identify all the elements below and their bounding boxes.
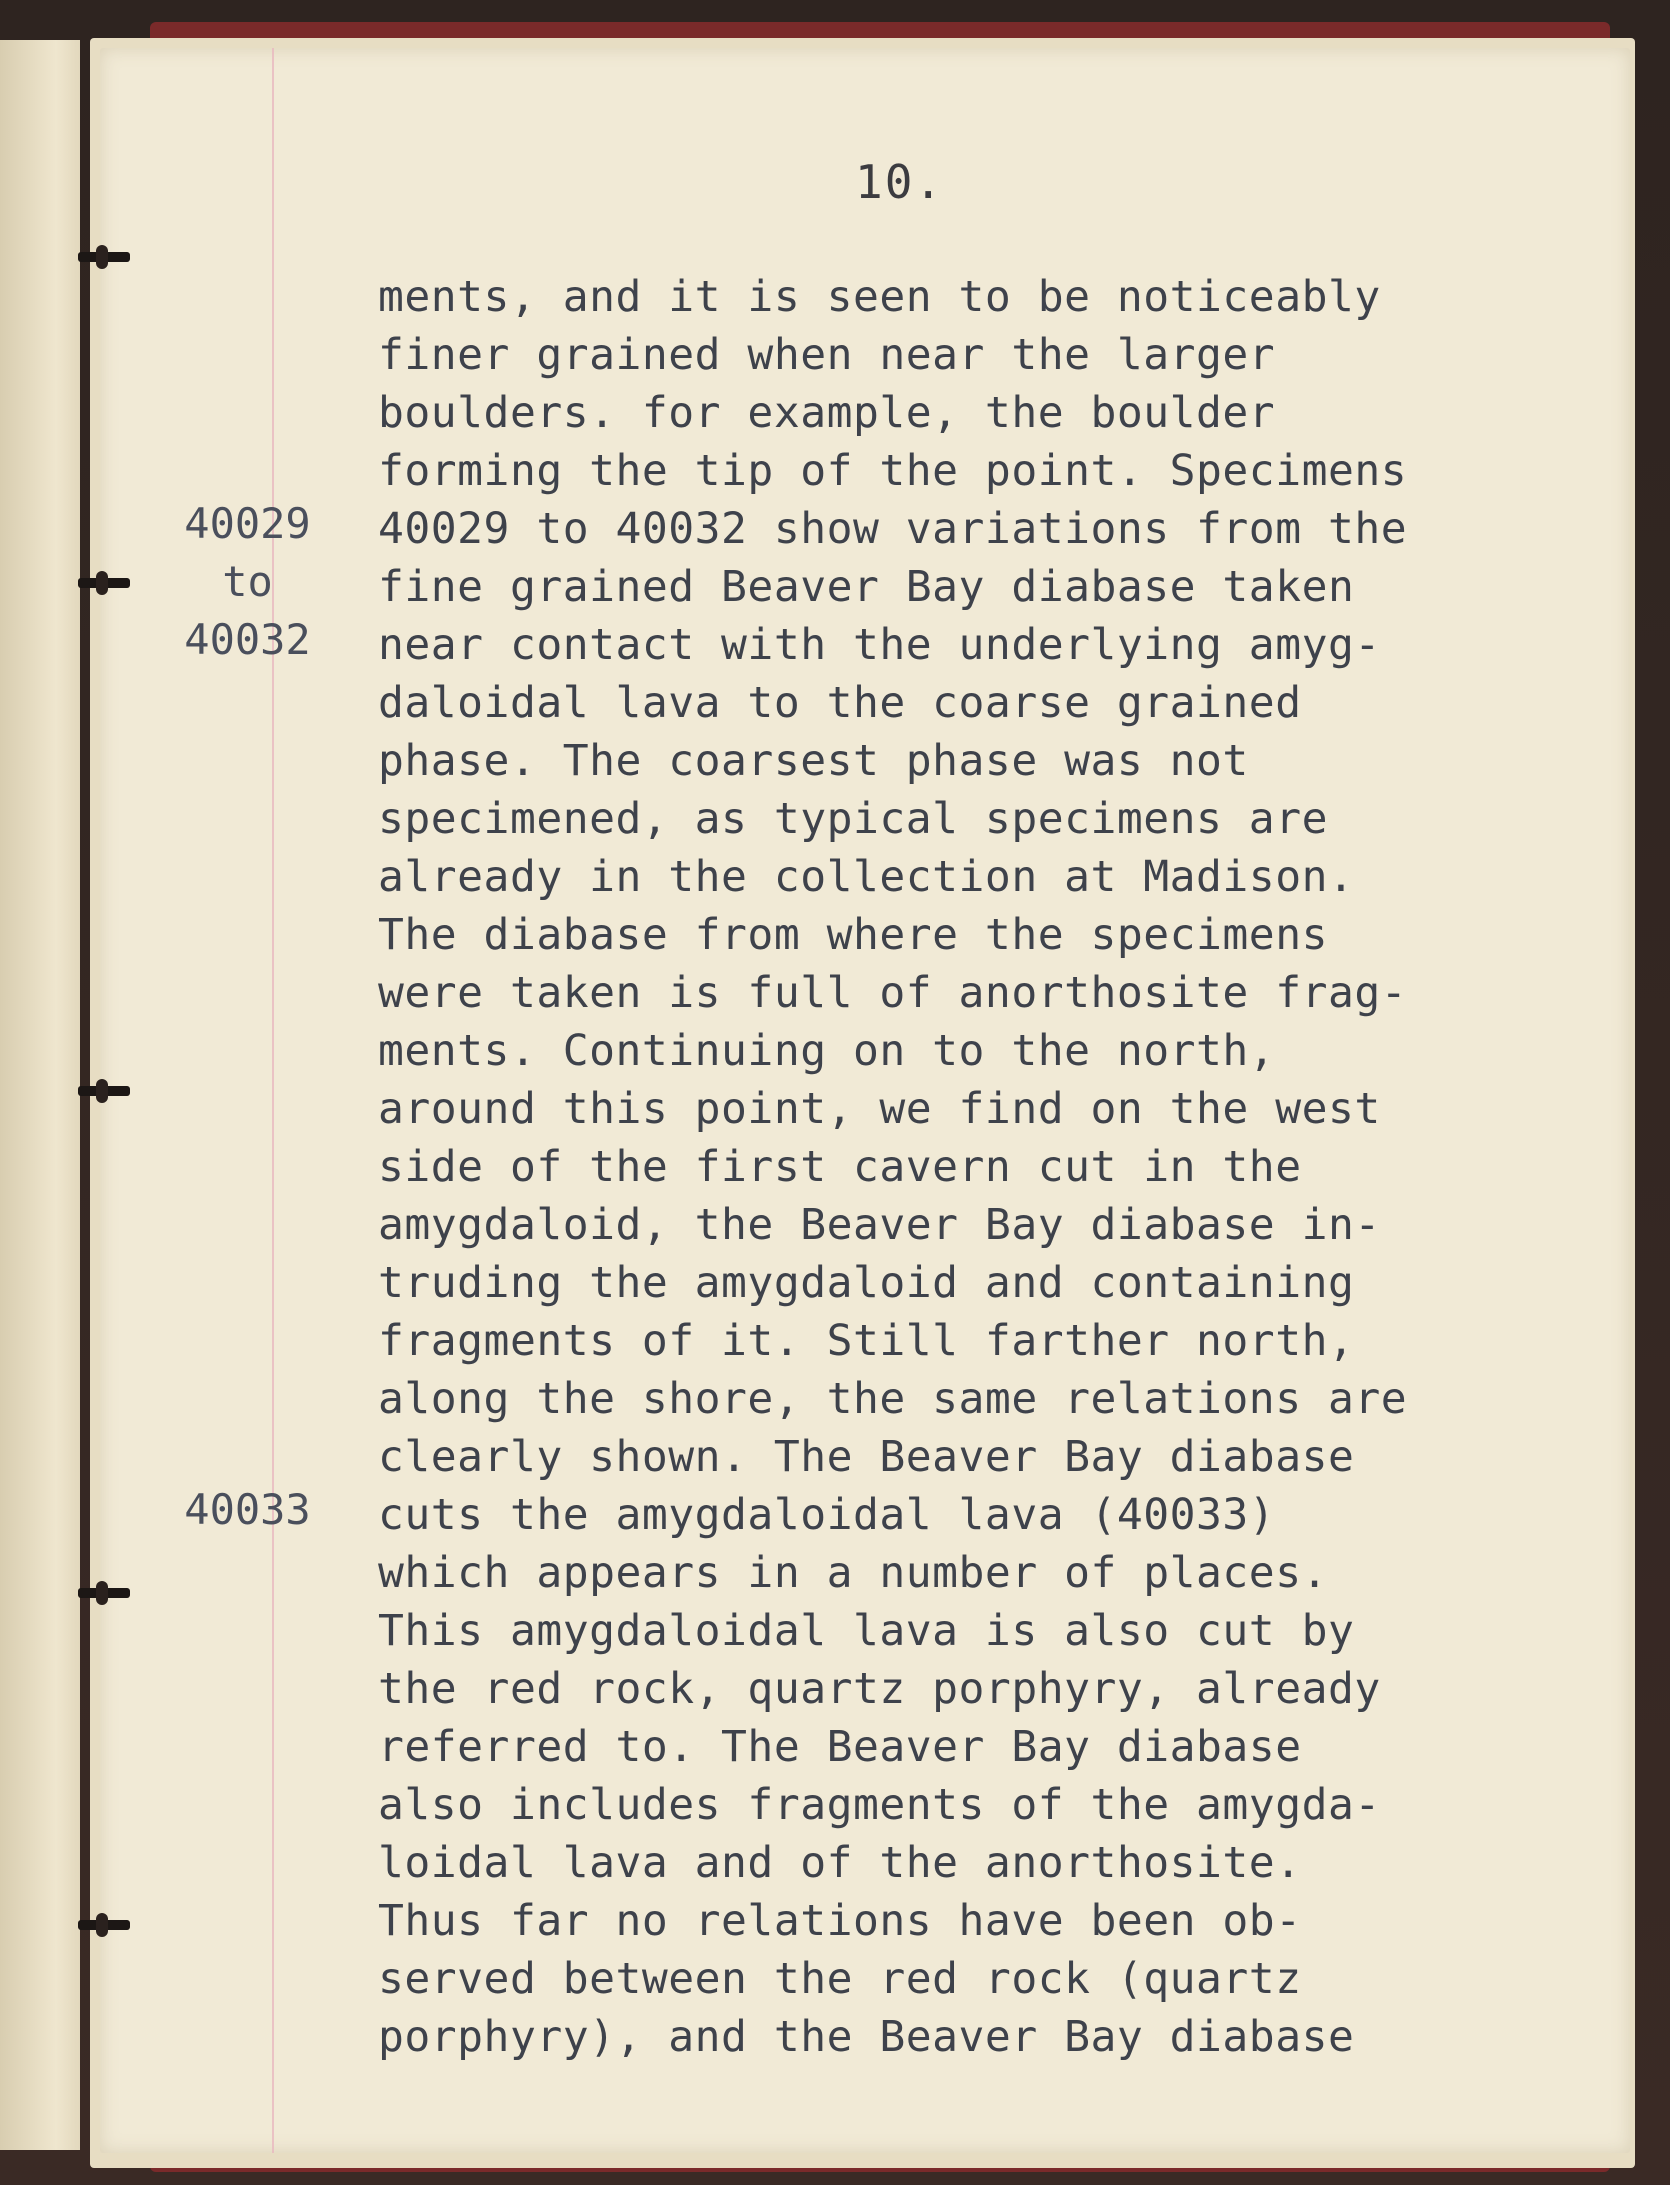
margin-note-specimens-40029-40032 [160,495,335,669]
binder-ring [78,1920,130,1930]
margin-note-specimen-40033 [160,1481,335,1539]
text-line: near contact with the underlying amyg- [378,620,1381,670]
margin-note-line: to [222,557,273,606]
text-line: along the shore, the same relations are [378,1374,1408,1424]
text-line: forming the tip of the point. Specimens [378,446,1408,496]
text-line: phase. The coarsest phase was not [378,736,1249,786]
text-line: finer grained when near the larger [378,330,1276,380]
text-line: Thus far no relations have been ob- [378,1896,1302,1946]
margin-note-line: 40033 [184,1485,311,1534]
text-line: referred to. The Beaver Bay diabase [378,1722,1302,1772]
text-line: also includes fragments of the amygda- [378,1780,1381,1830]
text-line: already in the collection at Madison. [378,852,1355,902]
typed-body-text [378,268,1578,2066]
text-line: fragments of it. Still farther north, [378,1316,1355,1366]
text-line: ments, and it is seen to be noticeably [378,272,1381,322]
text-line: This amygdaloidal lava is also cut by [378,1606,1355,1656]
text-line: were taken is full of anorthosite frag- [378,968,1408,1018]
binder-ring [78,252,130,262]
text-line: porphyry), and the Beaver Bay diabase [378,2012,1355,2062]
text-line: the red rock, quartz porphyry, already [378,1664,1381,1714]
binder-ring [78,1588,130,1598]
binder-ring [78,578,130,588]
text-line: around this point, we find on the west [378,1084,1381,1134]
margin-rule [272,48,274,2153]
text-line: 40029 to 40032 show variations from the [378,504,1408,554]
text-line: fine grained Beaver Bay diabase taken [378,562,1355,612]
text-line: truding the amygdaloid and containing [378,1258,1355,1308]
text-line: cuts the amygdaloidal lava (40033) [378,1490,1276,1540]
left-page-edge [0,40,80,2150]
text-line: daloidal lava to the coarse grained [378,678,1302,728]
binder-ring [78,1086,130,1096]
text-line: boulders. for example, the boulder [378,388,1276,438]
text-line: clearly shown. The Beaver Bay diabase [378,1432,1355,1482]
margin-note-line: 40032 [184,615,311,664]
margin-note-line: 40029 [184,499,311,548]
text-line: amygdaloid, the Beaver Bay diabase in- [378,1200,1381,1250]
text-line: The diabase from where the specimens [378,910,1328,960]
text-line: specimened, as typical specimens are [378,794,1328,844]
text-line: served between the red rock (quartz [378,1954,1302,2004]
text-line: loidal lava and of the anorthosite. [378,1838,1302,1888]
text-line: ments. Continuing on to the north, [378,1026,1276,1076]
text-line: side of the first cavern cut in the [378,1142,1302,1192]
page-number: 10. [855,155,945,209]
text-line: which appears in a number of places. [378,1548,1328,1598]
